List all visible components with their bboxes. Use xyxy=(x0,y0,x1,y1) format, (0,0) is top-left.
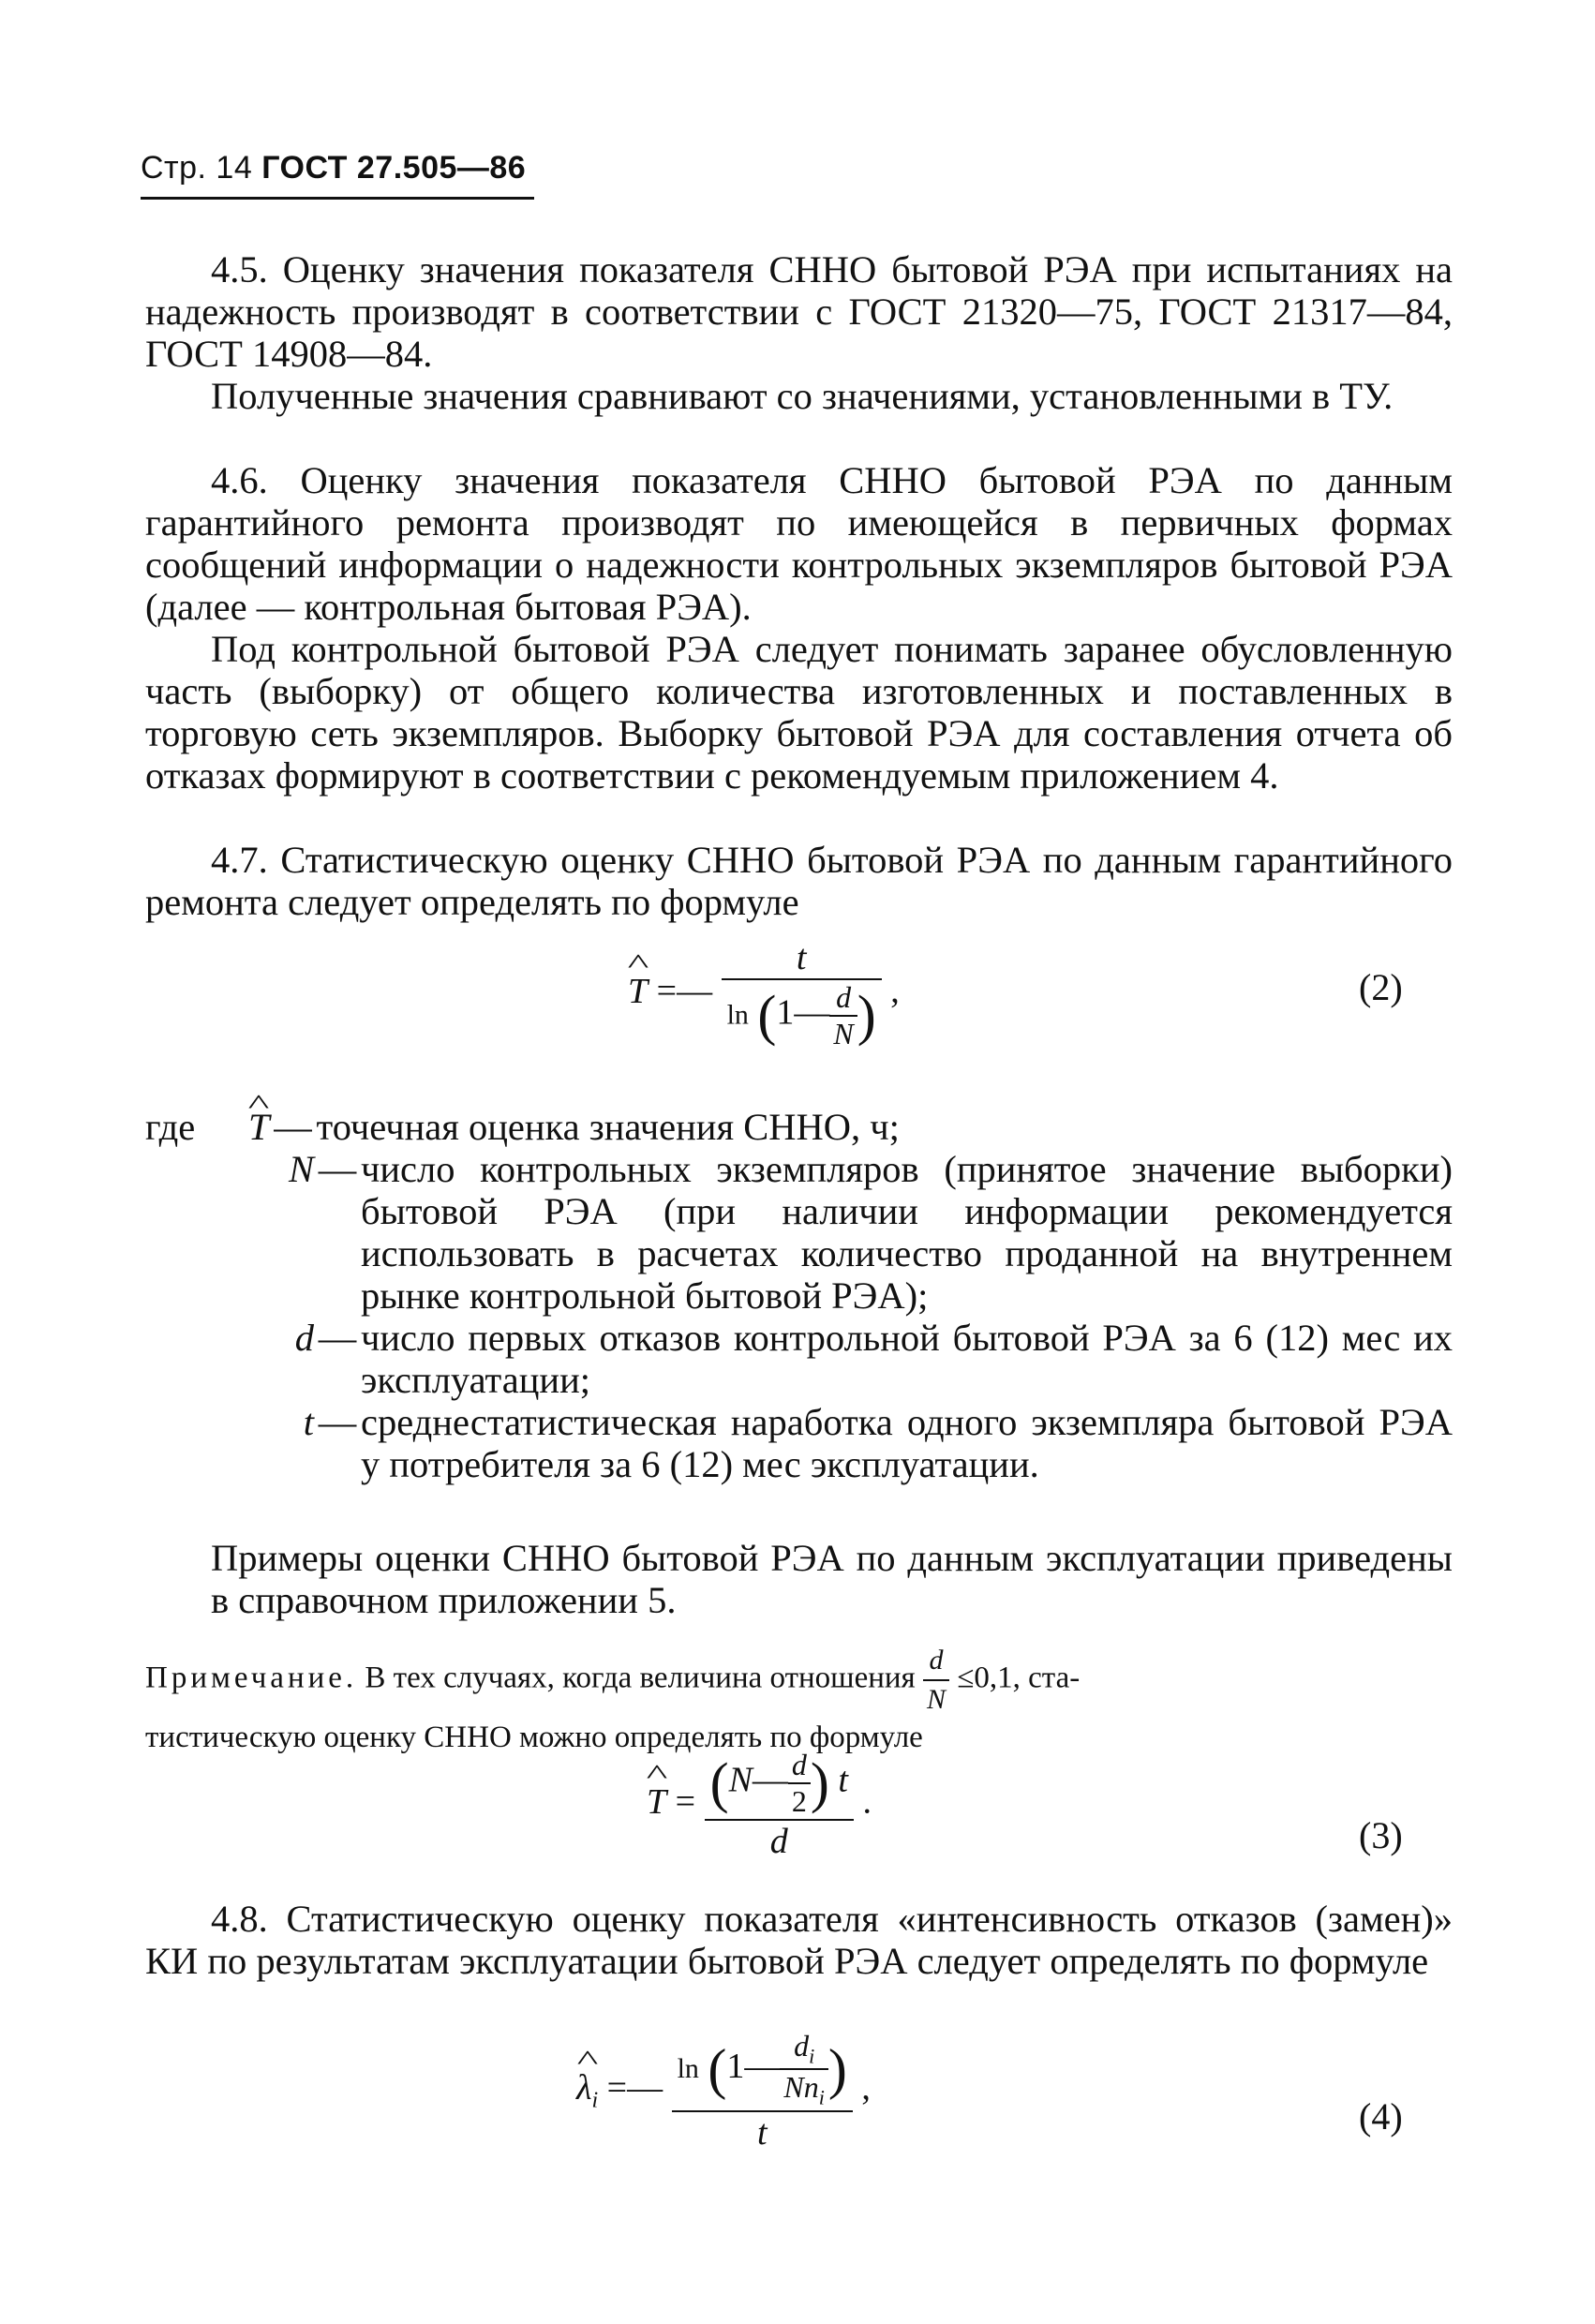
paren-open: ( xyxy=(757,984,777,1047)
examples-block xyxy=(145,1537,1453,1621)
formula-4-denominator: t xyxy=(672,2110,853,2153)
formula-3 xyxy=(647,1748,872,1862)
section-4-8 xyxy=(145,1898,1453,1982)
note-text-2: тистическую оценку СННО можно определять по формуле xyxy=(145,1721,923,1754)
formula-3-numerator: (N— $\frac{d}{2}$ ) t xyxy=(709,1748,848,1818)
def-symbol: d xyxy=(294,1317,314,1359)
definition-t xyxy=(145,1401,1453,1485)
paragraph-4-6-cont: Под контрольной бытовой РЭА следует понимать заранее обусловленную часть (выборку) от общего количества изготовленных и поставленных в торговую сеть экземпляров. Выборку бытовой РЭА для составления отчета об отказах формируют в соответствии с рекомендуемым приложением 4. xyxy=(145,628,1453,797)
section-4-7 xyxy=(145,839,1453,923)
frac-d: d xyxy=(836,980,852,1014)
denominator-ln xyxy=(722,978,882,1051)
frac-2: 2 xyxy=(788,1782,811,1819)
where-label: где xyxy=(145,1106,196,1148)
frac-di: $d_i$ xyxy=(794,2029,815,2068)
page-label: Стр. 14 xyxy=(141,150,253,186)
formula-2 xyxy=(628,937,900,1051)
def-text: число контрольных экземпляров (принятое значение выборки) бытовой РЭА (при наличии информации рекомендуется использовать в расчетах количество проданной на внутреннем рынке контрольной бытовой РЭА); xyxy=(361,1148,1453,1317)
note-block xyxy=(145,1642,1453,1756)
note-frac-n: N xyxy=(923,1679,949,1719)
formula-4-comma: , xyxy=(861,2068,871,2108)
def-dash: — xyxy=(318,1401,357,1443)
paragraph-4-6: 4.6. Оценку значения показателя СННО бытовой РЭА по данным гарантийного ремонта производят по имеющейся в первичных формах сообщений информации о надежности контрольных экземпляров бытовой РЭА (далее — контрольная бытовая РЭА). xyxy=(145,459,1453,628)
frac-d: d xyxy=(791,1748,807,1781)
page-header xyxy=(141,150,526,186)
equation-number-4: (4) xyxy=(1359,2095,1403,2138)
paragraph-4-7: 4.7. Статистическую оценку СННО бытовой РЭА по данным гарантийного ремонта следует определять по формуле xyxy=(145,839,1453,923)
equals-minus: =— xyxy=(606,2068,663,2108)
formula-2-comma: , xyxy=(890,971,900,1011)
t-hat-symbol: ^ T xyxy=(647,1781,666,1823)
def-symbol: t xyxy=(303,1401,314,1443)
note-fraction xyxy=(923,1642,949,1719)
note-label: Примечание. xyxy=(145,1661,358,1695)
note-frac-d: d xyxy=(929,1645,944,1676)
formula-3-denominator: d xyxy=(705,1819,854,1862)
ln-label: ln xyxy=(726,999,749,1031)
ln-label: ln xyxy=(677,2053,699,2085)
num-n: N xyxy=(728,1760,753,1800)
one-minus: 1— xyxy=(776,992,830,1033)
equals-minus: =— xyxy=(656,971,713,1011)
def-dash: — xyxy=(318,1148,357,1190)
frac-nni: $Nn_i$ xyxy=(780,2068,827,2109)
equation-number-3: (3) xyxy=(1359,1814,1403,1856)
lambda-hat-symbol: ^ $\lambda_i$ xyxy=(576,2067,598,2114)
def-dash: — xyxy=(318,1317,357,1359)
t-hat-symbol: ^ T xyxy=(628,971,648,1012)
definition-t-hat xyxy=(145,1106,1453,1148)
def-text: среднестатистическая наработка одного экземпляра бытовой РЭА у потребителя за 6 (12) мес эксплуатации. xyxy=(361,1401,1453,1485)
equals-sign: = xyxy=(675,1781,696,1822)
d-over-2 xyxy=(788,1748,811,1819)
formula-3-period: . xyxy=(862,1781,872,1822)
one-minus: 1— xyxy=(726,2047,781,2087)
paragraph-4-8: 4.8. Статистическую оценку показателя «интенсивность отказов (замен)» КИ по результатам эксплуатации бытовой РЭА следует определять по формуле xyxy=(145,1898,1453,1982)
paren-close: ) xyxy=(857,984,876,1047)
def-symbol: N xyxy=(288,1148,314,1190)
definitions-list xyxy=(145,1106,1453,1485)
def-text: число первых отказов контрольной бытовой РЭА за 6 (12) мес их эксплуатации; xyxy=(361,1317,1453,1401)
numerator-t: t xyxy=(796,938,807,977)
paragraph-4-5-cont: Полученные значения сравнивают со значениями, установленными в ТУ. xyxy=(211,375,1394,417)
num-t: t xyxy=(838,1760,848,1800)
num-minus: — xyxy=(752,1760,788,1800)
header-rule xyxy=(141,197,534,200)
frac-n: N xyxy=(829,1015,857,1051)
formula-4 xyxy=(576,2029,871,2153)
formula-4-numerator: ln (1— $\frac{d_i}{Nn_i}$ ) xyxy=(677,2029,847,2109)
formula-2-fraction xyxy=(722,937,882,1051)
note-text-1: В тех случаях, когда величина отношения xyxy=(365,1661,916,1695)
standard-number: ГОСТ 27.505—86 xyxy=(261,150,527,186)
equation-number-2: (2) xyxy=(1359,966,1403,1008)
paragraph-4-5: 4.5. Оценку значения показателя СННО бытовой РЭА при испытаниях на надежность производят в соответствии с ГОСТ 21320—75, ГОСТ 21317—84, ГОСТ 14908—84. xyxy=(145,248,1453,375)
definition-d xyxy=(145,1317,1453,1401)
def-symbol: ^ T xyxy=(248,1106,270,1148)
di-over-nni xyxy=(780,2029,827,2110)
formula-4-fraction xyxy=(672,2029,853,2153)
def-text: точечная оценка значения СННО, ч; xyxy=(316,1106,900,1148)
section-4-6 xyxy=(145,459,1453,797)
examples-text: Примеры оценки СННО бытовой РЭА по данным эксплуатации приведены в справочном приложении 5. xyxy=(211,1537,1453,1621)
definition-n xyxy=(145,1148,1453,1317)
section-4-5 xyxy=(145,248,1453,417)
d-over-n xyxy=(829,980,857,1051)
note-condition: ≤0,1, ста- xyxy=(957,1661,1081,1695)
def-dash: — xyxy=(274,1106,312,1148)
formula-3-fraction xyxy=(705,1748,854,1862)
